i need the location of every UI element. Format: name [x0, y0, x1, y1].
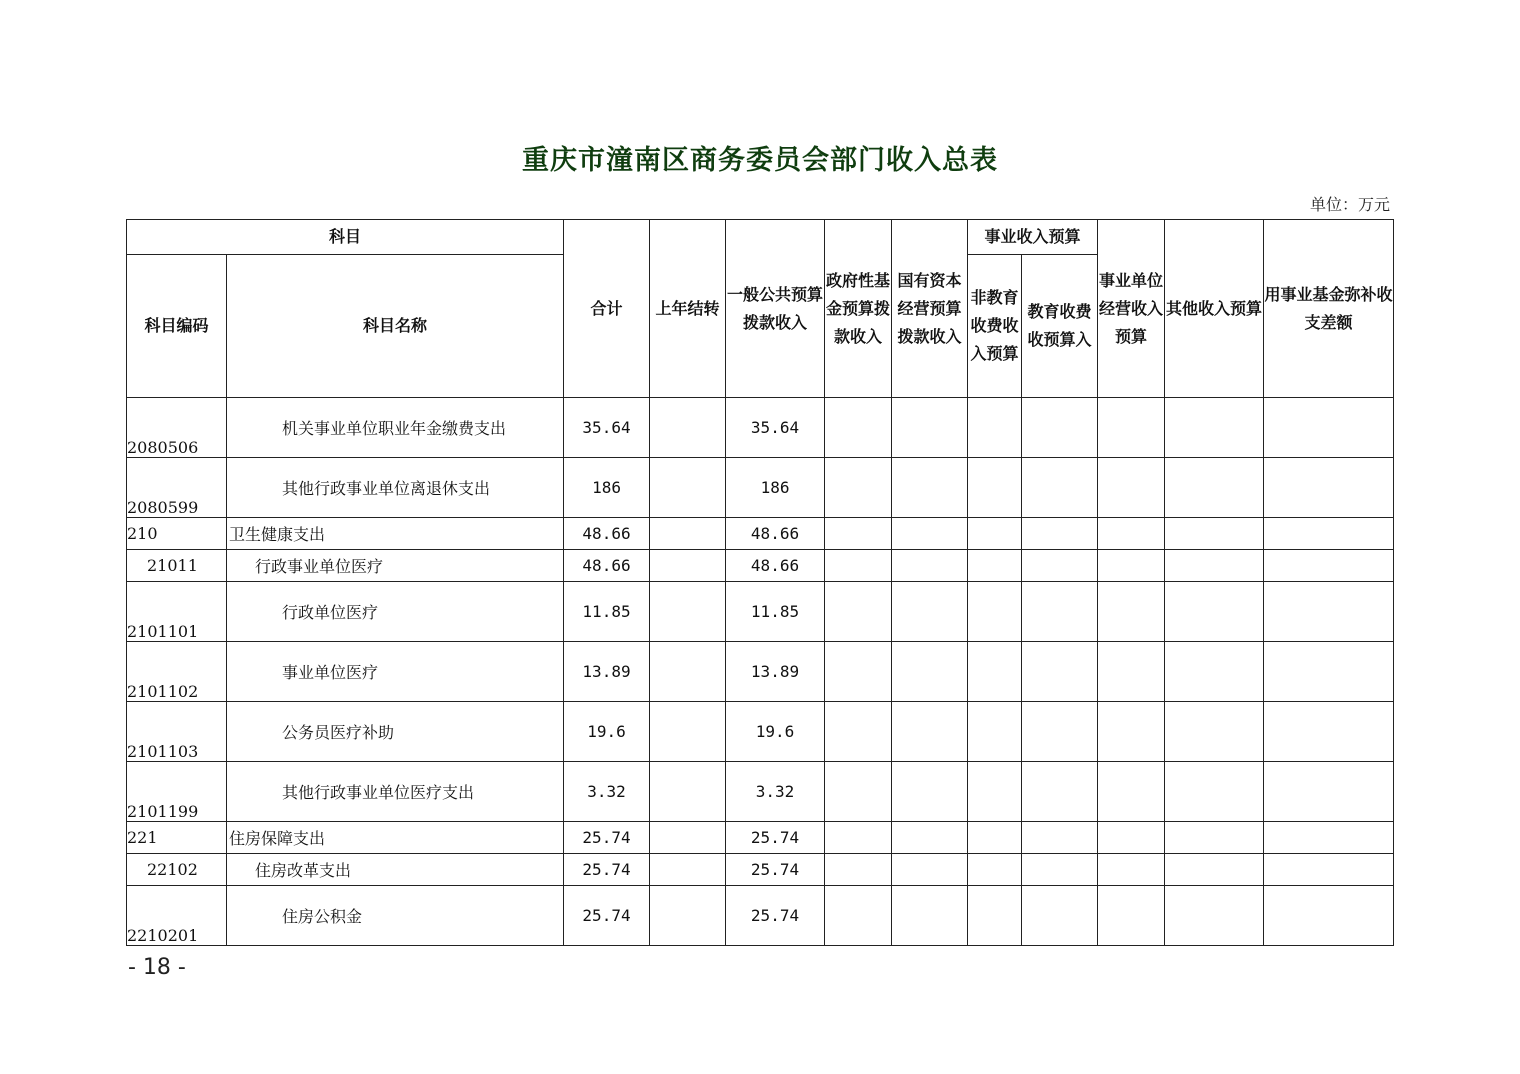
state-capital-value	[892, 518, 968, 550]
gov-fund-value	[825, 762, 892, 822]
operating-value	[1098, 822, 1165, 854]
subject-code: 2101101	[127, 582, 227, 642]
subject-code: 2101102	[127, 642, 227, 702]
general-budget-value: 186	[726, 458, 825, 518]
non-edu-value	[968, 582, 1022, 642]
other-value	[1165, 458, 1264, 518]
edu-value	[1022, 822, 1098, 854]
fund-offset-value	[1264, 582, 1394, 642]
edu-value	[1022, 642, 1098, 702]
operating-value	[1098, 582, 1165, 642]
other-value	[1165, 702, 1264, 762]
gov-fund-value	[825, 702, 892, 762]
edu-value	[1022, 582, 1098, 642]
fund-offset-value	[1264, 518, 1394, 550]
non-edu-value	[968, 854, 1022, 886]
carryover-value	[650, 762, 726, 822]
edu-value	[1022, 518, 1098, 550]
total-value: 13.89	[564, 642, 650, 702]
general-budget-value: 11.85	[726, 582, 825, 642]
operating-value	[1098, 762, 1165, 822]
header-state-capital: 国有资本经营预算拨款收入	[892, 220, 968, 398]
carryover-value	[650, 854, 726, 886]
fund-offset-value	[1264, 854, 1394, 886]
fund-offset-value	[1264, 822, 1394, 854]
subject-name: 公务员医疗补助	[227, 702, 564, 762]
other-value	[1165, 518, 1264, 550]
total-value: 11.85	[564, 582, 650, 642]
header-subject: 科目	[127, 220, 564, 255]
unit-label: 单位：万元	[1309, 195, 1390, 214]
carryover-value	[650, 886, 726, 946]
table-row	[127, 398, 1394, 458]
subject-code: 2101103	[127, 702, 227, 762]
non-edu-value	[968, 550, 1022, 582]
subject-name: 事业单位医疗	[227, 642, 564, 702]
subject-code: 22102	[127, 854, 227, 886]
subject-name: 住房公积金	[227, 886, 564, 946]
state-capital-value	[892, 398, 968, 458]
other-value	[1165, 854, 1264, 886]
non-edu-value	[968, 642, 1022, 702]
header-total: 合计	[564, 220, 650, 398]
header-other: 其他收入预算	[1165, 220, 1264, 398]
total-value: 25.74	[564, 886, 650, 946]
header-edu: 教育收费收预算入	[1022, 255, 1098, 398]
state-capital-value	[892, 458, 968, 518]
other-value	[1165, 886, 1264, 946]
general-budget-value: 13.89	[726, 642, 825, 702]
fund-offset-value	[1264, 642, 1394, 702]
subject-name: 机关事业单位职业年金缴费支出	[227, 398, 564, 458]
table-row	[127, 458, 1394, 518]
edu-value	[1022, 886, 1098, 946]
operating-value	[1098, 854, 1165, 886]
header-gov-fund: 政府性基金预算拨款收入	[825, 220, 892, 398]
header-operating: 事业单位经营收入预算	[1098, 220, 1165, 398]
total-value: 48.66	[564, 518, 650, 550]
total-value: 3.32	[564, 762, 650, 822]
carryover-value	[650, 582, 726, 642]
subject-code: 2080506	[127, 398, 227, 458]
state-capital-value	[892, 702, 968, 762]
fund-offset-value	[1264, 886, 1394, 946]
non-edu-value	[968, 458, 1022, 518]
header-subject-name: 科目名称	[227, 255, 564, 398]
edu-value	[1022, 550, 1098, 582]
fund-offset-value	[1264, 398, 1394, 458]
operating-value	[1098, 702, 1165, 762]
gov-fund-value	[825, 886, 892, 946]
state-capital-value	[892, 822, 968, 854]
operating-value	[1098, 458, 1165, 518]
edu-value	[1022, 762, 1098, 822]
carryover-value	[650, 642, 726, 702]
subject-code: 2080599	[127, 458, 227, 518]
operating-value	[1098, 518, 1165, 550]
table-row	[127, 550, 1394, 582]
table-row	[127, 642, 1394, 702]
non-edu-value	[968, 398, 1022, 458]
gov-fund-value	[825, 550, 892, 582]
subject-name: 住房保障支出	[227, 822, 564, 854]
state-capital-value	[892, 582, 968, 642]
operating-value	[1098, 886, 1165, 946]
subject-name: 行政单位医疗	[227, 582, 564, 642]
edu-value	[1022, 702, 1098, 762]
total-value: 35.64	[564, 398, 650, 458]
gov-fund-value	[825, 398, 892, 458]
fund-offset-value	[1264, 458, 1394, 518]
carryover-value	[650, 398, 726, 458]
general-budget-value: 25.74	[726, 822, 825, 854]
total-value: 25.74	[564, 822, 650, 854]
fund-offset-value	[1264, 550, 1394, 582]
header-general-budget: 一般公共预算拨款收入	[726, 220, 825, 398]
non-edu-value	[968, 822, 1022, 854]
income-table	[126, 219, 1394, 946]
header-carryover: 上年结转	[650, 220, 726, 398]
non-edu-value	[968, 762, 1022, 822]
general-budget-value: 35.64	[726, 398, 825, 458]
subject-name: 其他行政事业单位医疗支出	[227, 762, 564, 822]
state-capital-value	[892, 642, 968, 702]
non-edu-value	[968, 518, 1022, 550]
general-budget-value: 48.66	[726, 550, 825, 582]
subject-code: 221	[127, 822, 227, 854]
carryover-value	[650, 822, 726, 854]
general-budget-value: 3.32	[726, 762, 825, 822]
carryover-value	[650, 518, 726, 550]
subject-name: 其他行政事业单位离退休支出	[227, 458, 564, 518]
other-value	[1165, 822, 1264, 854]
edu-value	[1022, 398, 1098, 458]
carryover-value	[650, 458, 726, 518]
gov-fund-value	[825, 582, 892, 642]
table-row	[127, 886, 1394, 946]
table-row	[127, 822, 1394, 854]
fund-offset-value	[1264, 762, 1394, 822]
state-capital-value	[892, 886, 968, 946]
page-number: - 18 -	[128, 955, 186, 980]
header-non-edu: 非教育收费收入预算	[968, 255, 1022, 398]
gov-fund-value	[825, 518, 892, 550]
total-value: 19.6	[564, 702, 650, 762]
other-value	[1165, 642, 1264, 702]
total-value: 186	[564, 458, 650, 518]
gov-fund-value	[825, 642, 892, 702]
operating-value	[1098, 550, 1165, 582]
page-title: 重庆市潼南区商务委员会部门收入总表	[522, 145, 998, 176]
operating-value	[1098, 642, 1165, 702]
subject-name: 卫生健康支出	[227, 518, 564, 550]
subject-code: 21011	[127, 550, 227, 582]
other-value	[1165, 762, 1264, 822]
table-row	[127, 582, 1394, 642]
carryover-value	[650, 550, 726, 582]
subject-code: 2101199	[127, 762, 227, 822]
general-budget-value: 25.74	[726, 854, 825, 886]
subject-code: 2210201	[127, 886, 227, 946]
header-business-income: 事业收入预算	[968, 220, 1098, 255]
table-row	[127, 854, 1394, 886]
header-subject-code: 科目编码	[127, 255, 227, 398]
other-value	[1165, 550, 1264, 582]
gov-fund-value	[825, 822, 892, 854]
subject-code: 210	[127, 518, 227, 550]
table-row	[127, 762, 1394, 822]
subject-name: 行政事业单位医疗	[227, 550, 564, 582]
fund-offset-value	[1264, 702, 1394, 762]
table-row	[127, 702, 1394, 762]
non-edu-value	[968, 886, 1022, 946]
total-value: 25.74	[564, 854, 650, 886]
table-row	[127, 518, 1394, 550]
gov-fund-value	[825, 458, 892, 518]
other-value	[1165, 582, 1264, 642]
header-fund-offset: 用事业基金弥补收支差额	[1264, 220, 1394, 398]
total-value: 48.66	[564, 550, 650, 582]
subject-name: 住房改革支出	[227, 854, 564, 886]
state-capital-value	[892, 762, 968, 822]
state-capital-value	[892, 550, 968, 582]
general-budget-value: 19.6	[726, 702, 825, 762]
gov-fund-value	[825, 854, 892, 886]
operating-value	[1098, 398, 1165, 458]
state-capital-value	[892, 854, 968, 886]
carryover-value	[650, 702, 726, 762]
non-edu-value	[968, 702, 1022, 762]
general-budget-value: 48.66	[726, 518, 825, 550]
general-budget-value: 25.74	[726, 886, 825, 946]
edu-value	[1022, 854, 1098, 886]
edu-value	[1022, 458, 1098, 518]
other-value	[1165, 398, 1264, 458]
